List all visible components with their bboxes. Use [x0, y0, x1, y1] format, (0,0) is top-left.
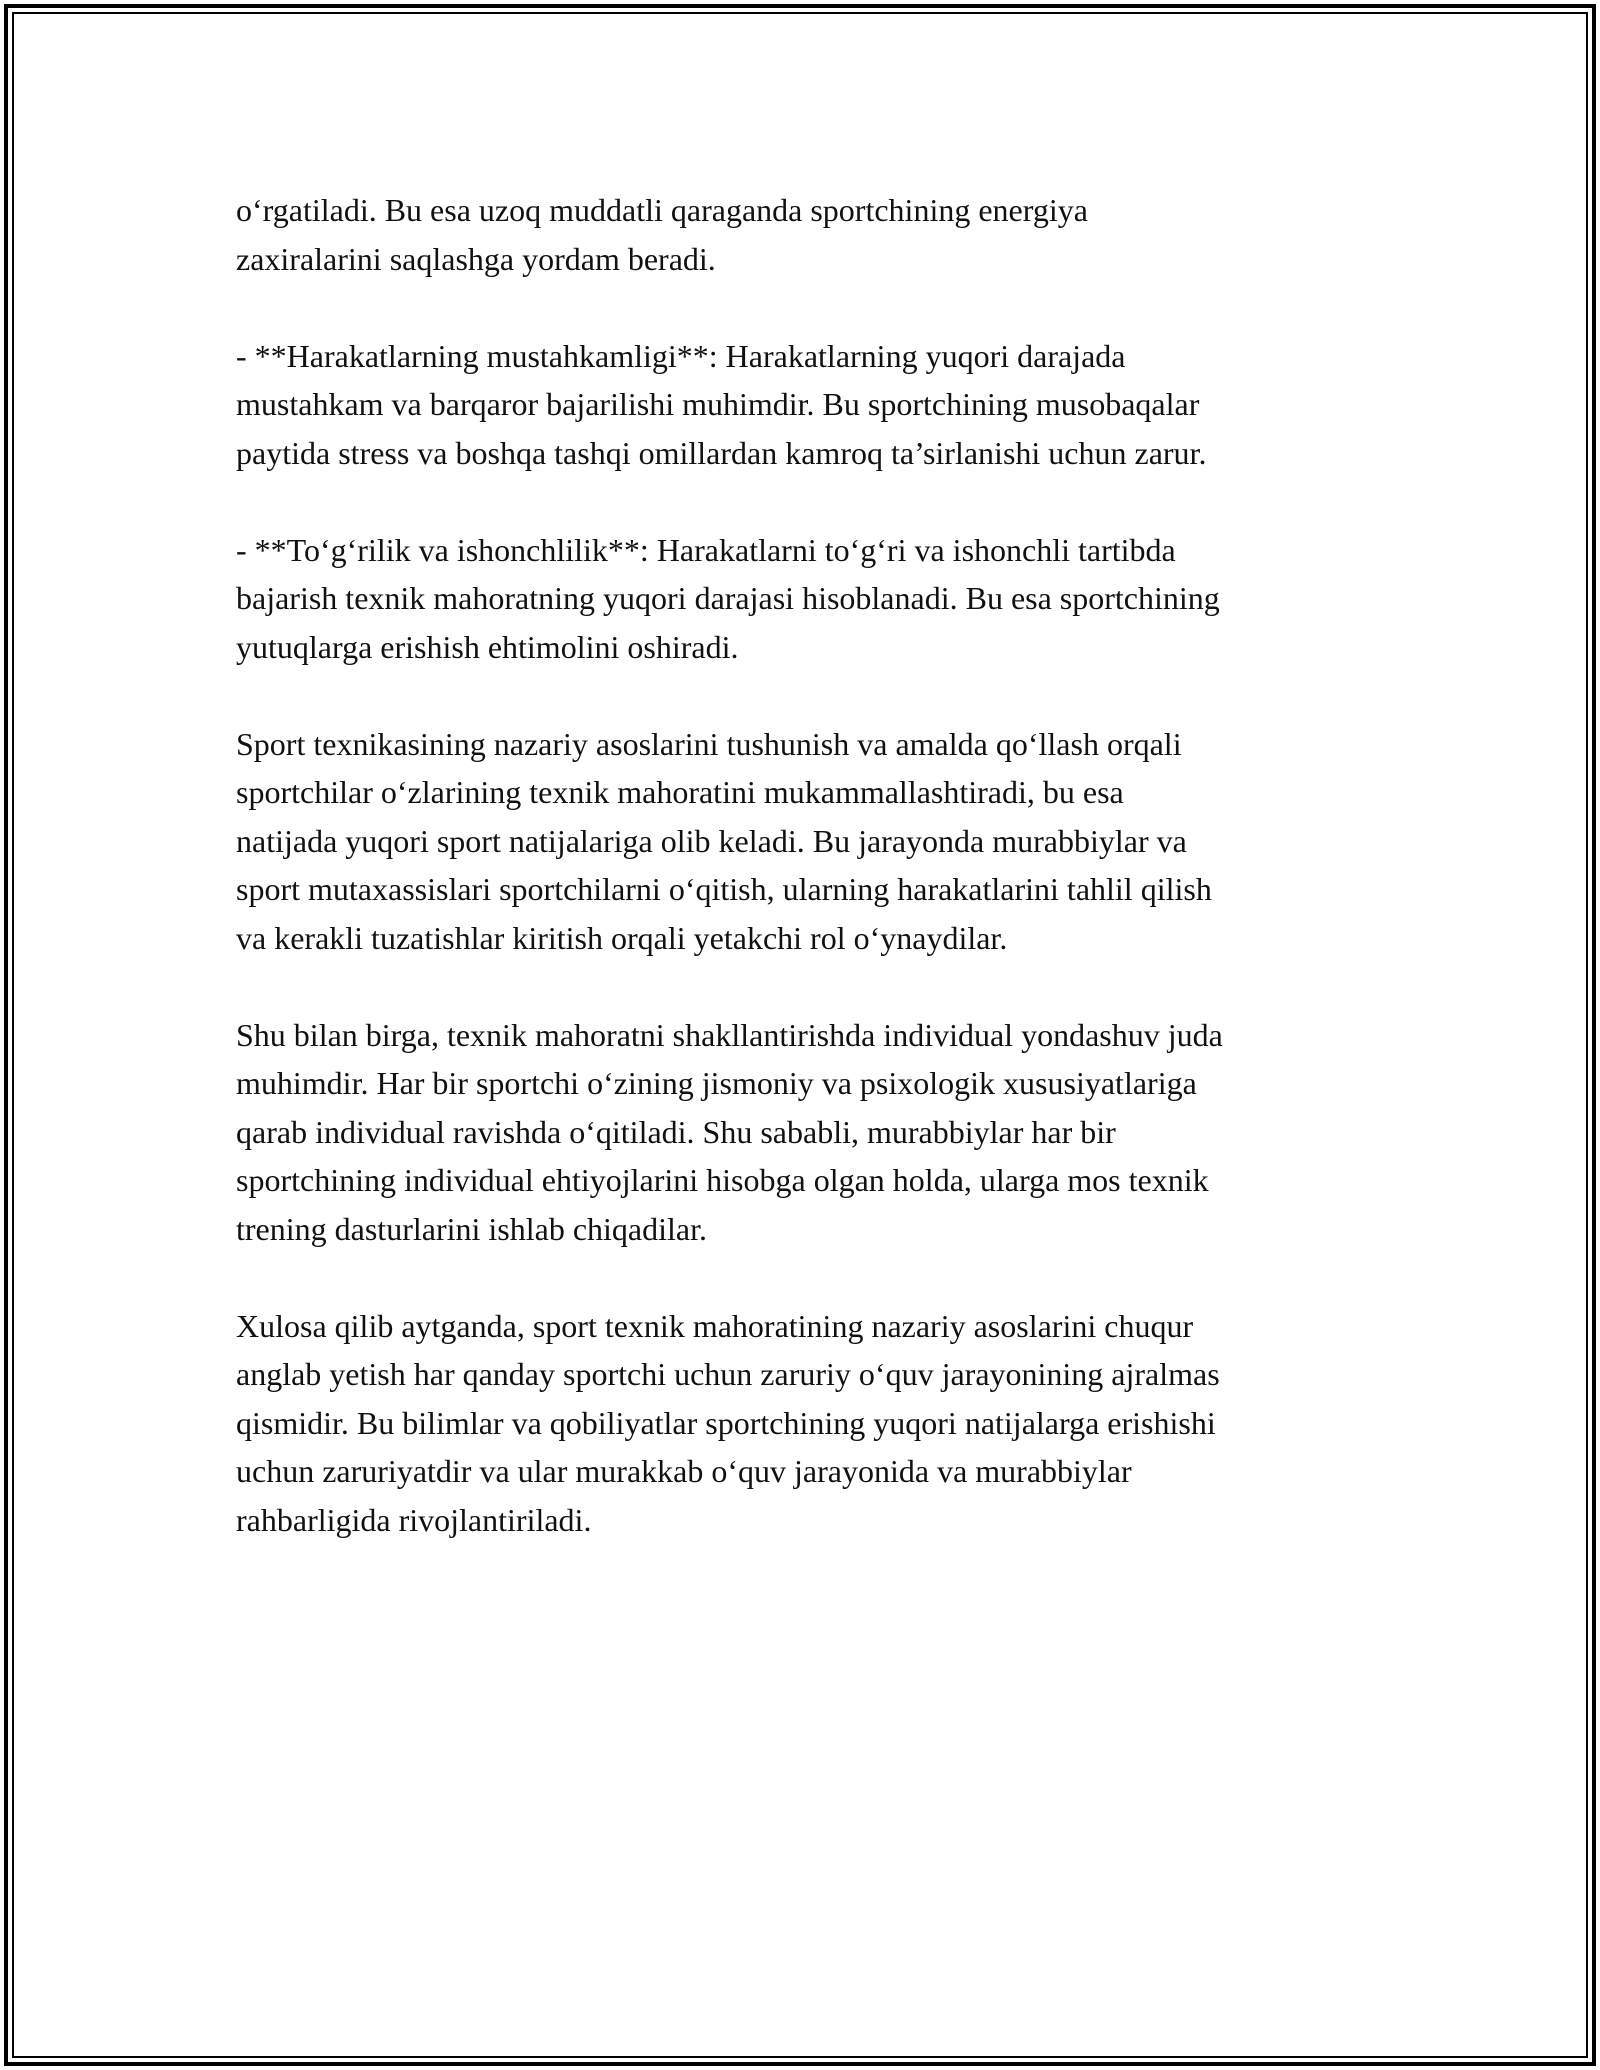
text-line: Shu bilan birga, texnik mahoratni shakllantirishda individual yondashuv juda [236, 1016, 1223, 1053]
paragraph-5 [236, 1011, 1376, 1254]
paragraph-6 [236, 1302, 1376, 1545]
text-line: - **Harakatlarning mustahkamligi**: Harakatlarning yuqori darajada [236, 337, 1126, 374]
text-line: Sport texnikasining nazariy asoslarini tushunish va amalda qo‘llash orqali [236, 725, 1182, 762]
text-line: paytida stress va boshqa tashqi omillardan kamroq ta’sirlanishi uchun zarur. [236, 434, 1207, 471]
text-line: sportchining individual ehtiyojlarini hisobga olgan holda, ularga mos texnik [236, 1162, 1209, 1198]
text-line: - **To‘g‘rilik va ishonchlilik**: Harakatlarni to‘g‘ri va ishonchli tartibda [236, 531, 1176, 568]
text-line: mustahkam va barqaror bajarilishi muhimdir. Bu sportchining musobaqalar [236, 386, 1200, 422]
text-line: o‘rgatiladi. Bu esa uzoq muddatli qaraganda sportchining energiya [236, 192, 1088, 228]
text-line: va kerakli tuzatishlar kiritish orqali yetakchi rol o‘ynaydilar. [236, 919, 1008, 956]
text-line: zaxiralarini saqlashga yordam beradi. [236, 240, 716, 277]
text-line: yutuqlarga erishish ehtimolini oshiradi. [236, 628, 739, 665]
text-line: rahbarligida rivojlantiriladi. [236, 1501, 592, 1538]
text-line: muhimdir. Har bir sportchi o‘zining jismoniy va psixologik xususiyatlariga [236, 1065, 1197, 1101]
text-line: natijada yuqori sport natijalariga olib keladi. Bu jarayonda murabbiylar va [236, 822, 1187, 859]
text-line: sportchilar o‘zlarining texnik mahoratini mukammallashtiradi, bu esa [236, 774, 1124, 810]
text-line: trening dasturlarini ishlab chiqadilar. [236, 1210, 707, 1247]
text-line: anglab yetish har qanday sportchi uchun zaruriy o‘quv jarayonining ajralmas [236, 1356, 1220, 1392]
document-body [236, 186, 1376, 1593]
paragraph-1 [236, 186, 1376, 283]
text-line: qarab individual ravishda o‘qitiladi. Shu sababli, murabbiylar har bir [236, 1113, 1116, 1150]
paragraph-4 [236, 720, 1376, 963]
text-line: sport mutaxassislari sportchilarni o‘qitish, ularning harakatlarini tahlil qilish [236, 871, 1212, 907]
paragraph-2 [236, 332, 1376, 478]
text-line: Xulosa qilib aytganda, sport texnik mahoratining nazariy asoslarini chuqur [236, 1307, 1194, 1344]
text-line: bajarish texnik mahoratning yuqori darajasi hisoblanadi. Bu esa sportchining [236, 580, 1220, 616]
text-line: uchun zaruriyatdir va ular murakkab o‘quv jarayonida va murabbiylar [236, 1453, 1132, 1489]
text-line: qismidir. Bu bilimlar va qobiliyatlar sportchining yuqori natijalarga erishishi [236, 1404, 1216, 1441]
paragraph-3 [236, 526, 1376, 672]
